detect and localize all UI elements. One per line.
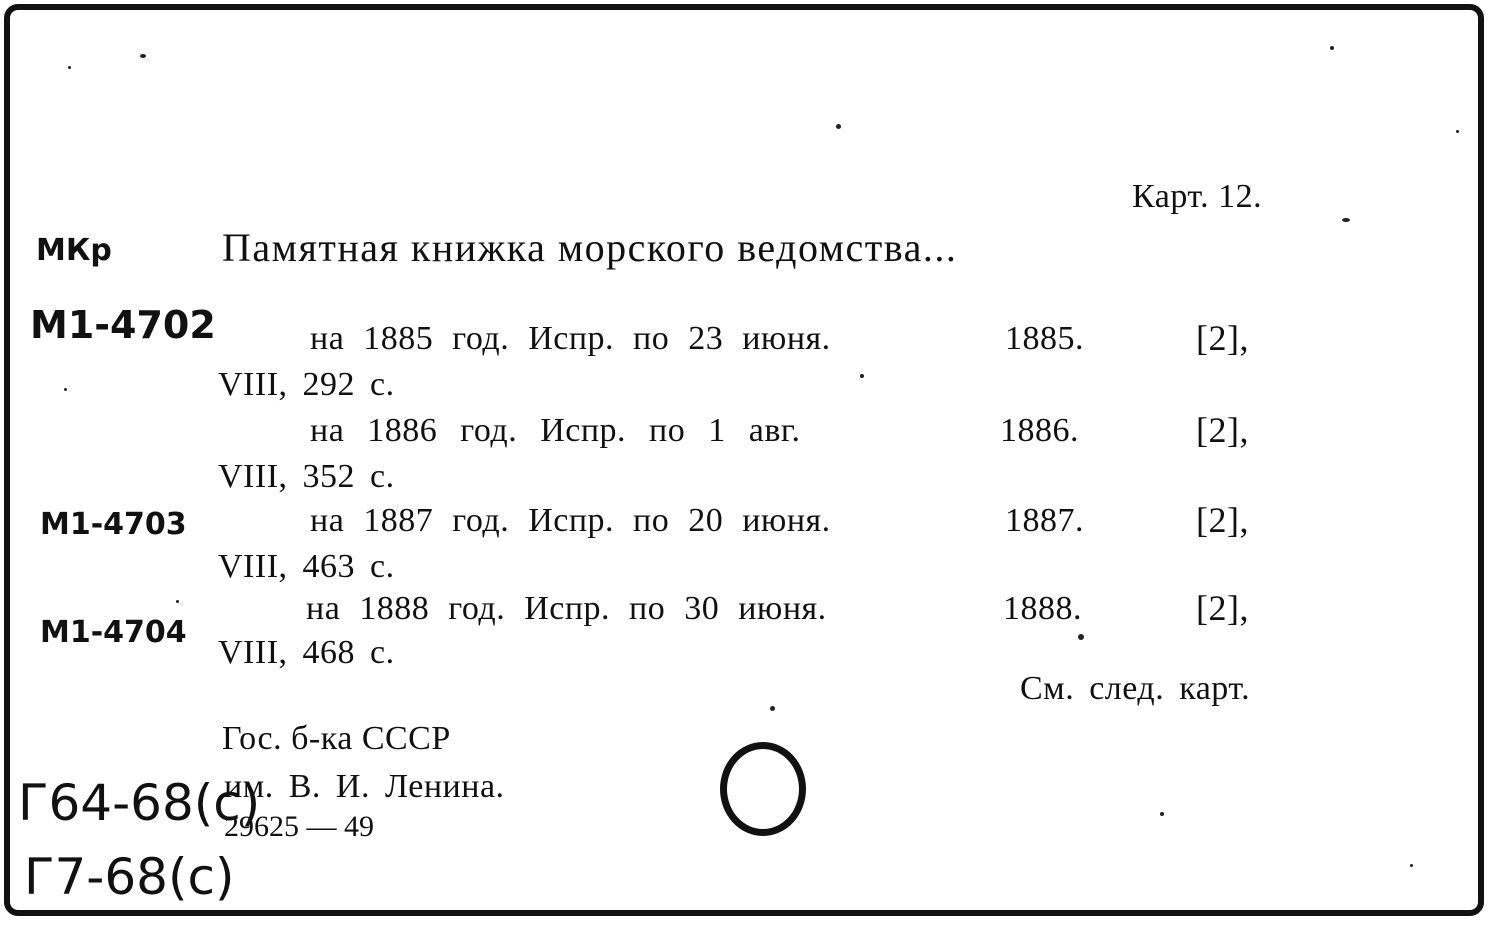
handwritten-code-3: М1-4704 (40, 615, 187, 650)
entry-bracket: [2], (1196, 318, 1249, 358)
entry-pages: VIII, 292 с. (218, 366, 395, 403)
library-line-1: Гос. б-ка СССР (222, 720, 451, 757)
entry-pages: VIII, 352 с. (218, 458, 395, 495)
library-line-2: им. В. И. Ленина. (224, 768, 505, 805)
handwritten-mikr: МКр (36, 233, 112, 268)
circle-mark (720, 742, 806, 836)
speck (140, 54, 146, 58)
see-next-card: См. след. карт. (1020, 670, 1251, 707)
entry-year: 1886. (1000, 412, 1079, 449)
speck (176, 600, 179, 603)
entry-bracket: [2], (1196, 500, 1249, 540)
entry-bracket: [2], (1196, 588, 1249, 628)
speck (860, 374, 864, 378)
speck (1410, 864, 1413, 867)
entry-text: на 1886 год. Испр. по 1 авг. (310, 412, 801, 449)
entry-year: 1888. (1003, 590, 1082, 627)
handwritten-shelf-2: Г7-68(с) (24, 848, 235, 906)
entry-pages: VIII, 468 с. (218, 634, 395, 671)
handwritten-code-1: М1-4702 (30, 303, 216, 347)
speck (64, 388, 67, 391)
speck (1456, 130, 1459, 133)
entry-year: 1885. (1005, 320, 1084, 357)
speck (1342, 218, 1350, 222)
handwritten-shelf-1: Г64-68(с) (18, 774, 261, 832)
speck (68, 66, 71, 69)
speck (1078, 634, 1084, 640)
entry-year: 1887. (1005, 502, 1084, 539)
entry-bracket: [2], (1196, 410, 1249, 450)
entry-pages: VIII, 463 с. (218, 548, 395, 585)
entry-text: на 1887 год. Испр. по 20 июня. (310, 502, 831, 539)
entry-text: на 1888 год. Испр. по 30 июня. (306, 590, 827, 627)
card-title: Памятная книжка морского ведомства... (222, 225, 958, 270)
print-code: 29625 — 49 (224, 810, 374, 843)
speck (770, 706, 775, 711)
entry-text: на 1885 год. Испр. по 23 июня. (310, 320, 831, 357)
speck (1330, 46, 1334, 50)
speck (1160, 812, 1164, 816)
handwritten-code-2: М1-4703 (40, 507, 187, 542)
speck (836, 124, 841, 129)
card-number: Карт. 12. (1132, 178, 1263, 215)
